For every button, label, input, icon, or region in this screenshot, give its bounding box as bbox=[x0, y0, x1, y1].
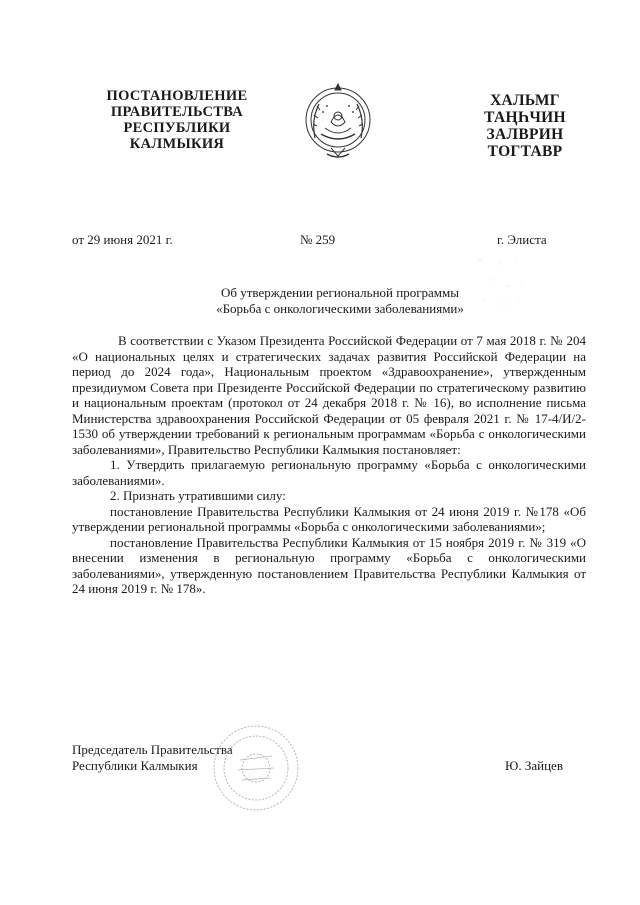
header-left-line: ПРАВИТЕЛЬСТВА bbox=[110, 104, 244, 120]
official-stamp-icon bbox=[210, 722, 302, 814]
signatory-name: Ю. Зайцев bbox=[505, 758, 563, 773]
title-line: «Борьба с онкологическими заболеваниями» bbox=[216, 301, 464, 316]
header-right bbox=[460, 92, 590, 160]
item-2b-paragraph: постановление Правительства Республики Калмыкия от 15 ноября 2019 г. № 319 «О внесении изменения в региональную программу «Борьба с онкологическими заболеваниями», утвержденную постановлением Правительства Республики Калмыкия от 24 июня 2019 г. № 178». bbox=[72, 534, 586, 596]
kalmykia-coat-of-arms-icon bbox=[301, 78, 375, 164]
document-body bbox=[72, 333, 586, 597]
signature-title-line: Республики Калмыкия bbox=[72, 758, 198, 773]
item-2a-paragraph: постановление Правительства Республики Калмыкия от 24 июня 2019 г. №178 «Об утверждении региональной программы «Борьба с онкологическими заболеваниями»; bbox=[72, 503, 586, 534]
header-left bbox=[92, 88, 262, 152]
header-right-line: ХАЛЬМГ bbox=[490, 92, 560, 109]
signature-title bbox=[72, 742, 233, 774]
document-number: № 259 bbox=[300, 232, 336, 247]
document-date: от 29 июня 2021 г. bbox=[72, 232, 173, 247]
header-right-line: ТАҢҺЧИН bbox=[484, 109, 566, 126]
signature-title-line: Председатель Правительства bbox=[72, 742, 233, 757]
document-city: г. Элиста bbox=[497, 232, 547, 247]
header-left-line: КАЛМЫКИЯ bbox=[129, 136, 225, 152]
item-2-paragraph: 2. Признать утратившими силу: bbox=[110, 488, 286, 503]
header-right-line: ЗАЛВРИН bbox=[486, 126, 564, 143]
header-left-line: ПОСТАНОВЛЕНИЕ bbox=[106, 88, 248, 104]
document-title bbox=[150, 285, 530, 317]
preamble-paragraph: В соответствии с Указом Президента Российской Федерации от 7 мая 2018 г. № 204 «О национальных целях и стратегических задачах развития Российской Федерации на период до 2024 года», Национальным проектом «Здравоохранение», утвержденным президиумом Совета при Президенте Российской Федерации по стратегическому развитию и национальным проектам (протокол от 24 декабря 2018 г. № 16), во исполнение письма Министерства здравоохранения Российской Федерации от 05 февраля 2021 г. № 17-4/И/2-1530 об утверждении требований к региональным программам «Борьба с онкологическими заболеваниями», Правительство Республики Калмыкия постановляет: bbox=[72, 333, 586, 457]
header-left-line: РЕСПУБЛИКИ bbox=[123, 120, 231, 136]
item-1-paragraph: 1. Утвердить прилагаемую региональную программу «Борьба с онкологическими заболеваниями». bbox=[72, 457, 586, 488]
title-line: Об утверждении региональной программы bbox=[221, 285, 459, 300]
header-right-line: ТОГТАВР bbox=[487, 143, 563, 160]
